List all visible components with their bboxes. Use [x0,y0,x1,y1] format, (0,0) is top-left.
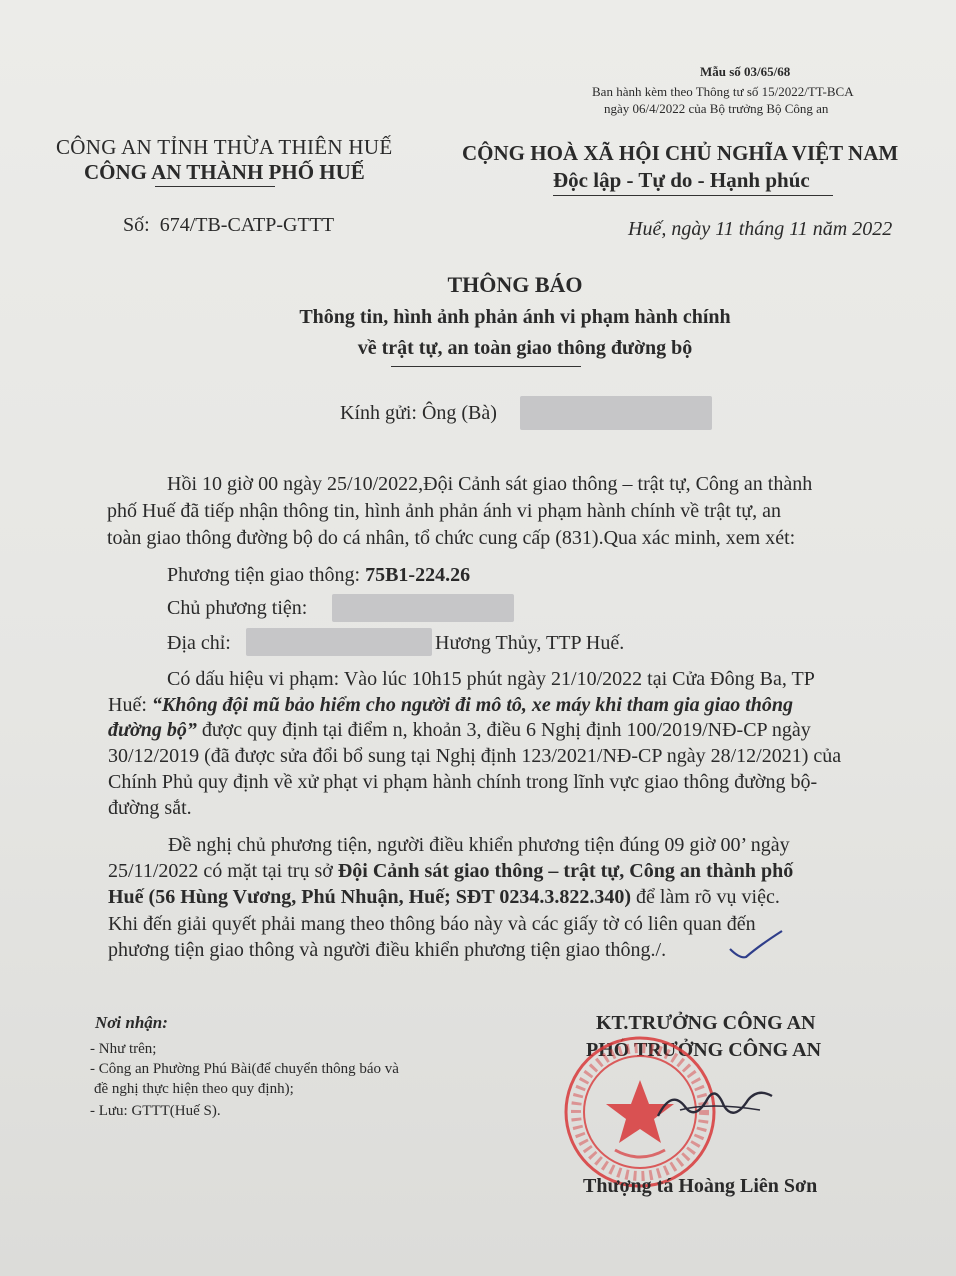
owner-label: Chủ phương tiện: [167,597,308,619]
office-address: Huế (56 Hùng Vương, Phú Nhuận, Huế; SĐT 0234.3.822.340) [108,886,631,908]
address-label: Địa chỉ: [167,632,231,654]
document-number [123,214,334,237]
recipient-item: - Công an Phường Phú Bài(để chuyển thông báo và [90,1061,399,1077]
vehicle-label: Phương tiện giao thông: [167,564,366,586]
document-title: THÔNG BÁO [447,272,583,297]
office-name: Đội Cảnh sát giao thông – trật tự, Công an thành phố [337,860,794,882]
agency-parent: CÔNG AN TỈNH THỪA THIÊN HUẾ [56,135,393,159]
agency-name: CÔNG AN THÀNH PHỐ HUẾ [84,160,365,184]
violation-text: “Không đội mũ bảo hiểm cho người đi mô tô, xe máy khi tham gia giao thông [151,694,794,716]
body-p3-line-3-rest: để làm rõ vụ việc. [631,886,780,908]
body-p2-line-3-rest: được quy định tại điểm n, khoản 3, điều 6 Nghị định 100/2019/NĐ-CP ngày [196,719,811,741]
form-number: Mẫu số 03/65/68 [700,64,791,79]
body-p3-line-2 [108,860,793,883]
body-p2-line-3 [108,719,811,742]
vehicle-line [167,564,470,587]
handwritten-signature [650,1080,780,1130]
body-p1-line-2: phố Huế đã tiếp nhận thông tin, hình ảnh phản ánh vi phạm hành chính về trật tự, an [107,500,782,522]
document-number-value: 674/TB-CATP-GTTT [159,214,335,236]
body-p2-line-2-start: Huế: [108,694,152,716]
body-p1-line-3: toàn giao thông đường bộ do cá nhân, tổ chức cung cấp (831).Qua xác minh, xem xét: [107,527,796,549]
address-value: Hương Thủy, TTP Huế. [435,632,625,654]
redaction-owner [332,594,514,622]
form-issued-line-1: Ban hành kèm theo Thông tư số 15/2022/TT-BCA [592,84,854,99]
document-number-label: Số: [123,214,150,236]
form-issued-line-2: ngày 06/4/2022 của Bộ trưởng Bộ Công an [604,101,829,116]
recipient-item: đề nghị thực hiện theo quy định); [94,1081,294,1097]
redaction-recipient [520,396,712,430]
body-p3-line-2-start: 25/11/2022 có mặt tại trụ sở [108,860,338,882]
recipients-heading: Nơi nhận: [95,1013,168,1032]
handwritten-check-mark [726,925,786,965]
vehicle-plate: 75B1-224.26 [365,564,471,586]
redaction-address [246,628,432,656]
salutation: Kính gửi: Ông (Bà) [340,402,497,424]
subtitle-underline [391,366,581,367]
recipient-item: - Lưu: GTTT(Huế S). [90,1103,221,1119]
body-p3-line-1: Đề nghị chủ phương tiện, người điều khiển phương tiện đúng 09 giờ 00’ ngày [168,834,790,856]
signer-name: Thượng tá Hoàng Liên Sơn [583,1175,818,1197]
body-p2-line-2 [108,694,793,717]
body-p3-line-4: Khi đến giải quyết phải mang theo thông báo này và các giấy tờ có liên quan đến [108,913,756,935]
signature-title: PHÓ TRƯỞNG CÔNG AN [586,1039,822,1061]
agency-underline [155,186,275,187]
body-p1-line-1: Hồi 10 giờ 00 ngày 25/10/2022,Đội Cảnh sát giao thông – trật tự, Công an thành [167,473,813,495]
body-p3-line-3 [108,886,780,909]
document-subtitle-2: về trật tự, an toàn giao thông đường bộ [357,337,693,359]
violation-text-end: đường bộ” [108,719,197,741]
motto-underline [553,195,833,196]
body-p2-line-6: đường sắt. [108,797,192,819]
place-date: Huế, ngày 11 tháng 11 năm 2022 [628,218,893,240]
body-p2-line-1: Có dấu hiệu vi phạm: Vào lúc 10h15 phút ngày 21/10/2022 tại Cửa Đông Ba, TP [167,668,815,690]
national-motto: Độc lập - Tự do - Hạnh phúc [553,168,810,192]
document-subtitle-1: Thông tin, hình ảnh phản ánh vi phạm hành chính [299,306,731,328]
body-p2-line-4: 30/12/2019 (đã được sửa đổi bổ sung tại Nghị định 123/2021/NĐ-CP ngày 28/12/2021) của [108,745,842,767]
body-p2-line-5: Chính Phủ quy định về xử phạt vi phạm hành chính trong lĩnh vực giao thông đường bộ- [108,771,818,793]
recipient-item: - Như trên; [90,1041,157,1057]
signature-authority: KT.TRƯỞNG CÔNG AN [596,1012,816,1034]
body-p3-line-5: phương tiện giao thông và người điều khiển phương tiện giao thông./. [108,939,667,961]
national-title: CỘNG HOÀ XÃ HỘI CHỦ NGHĨA VIỆT NAM [462,141,899,165]
